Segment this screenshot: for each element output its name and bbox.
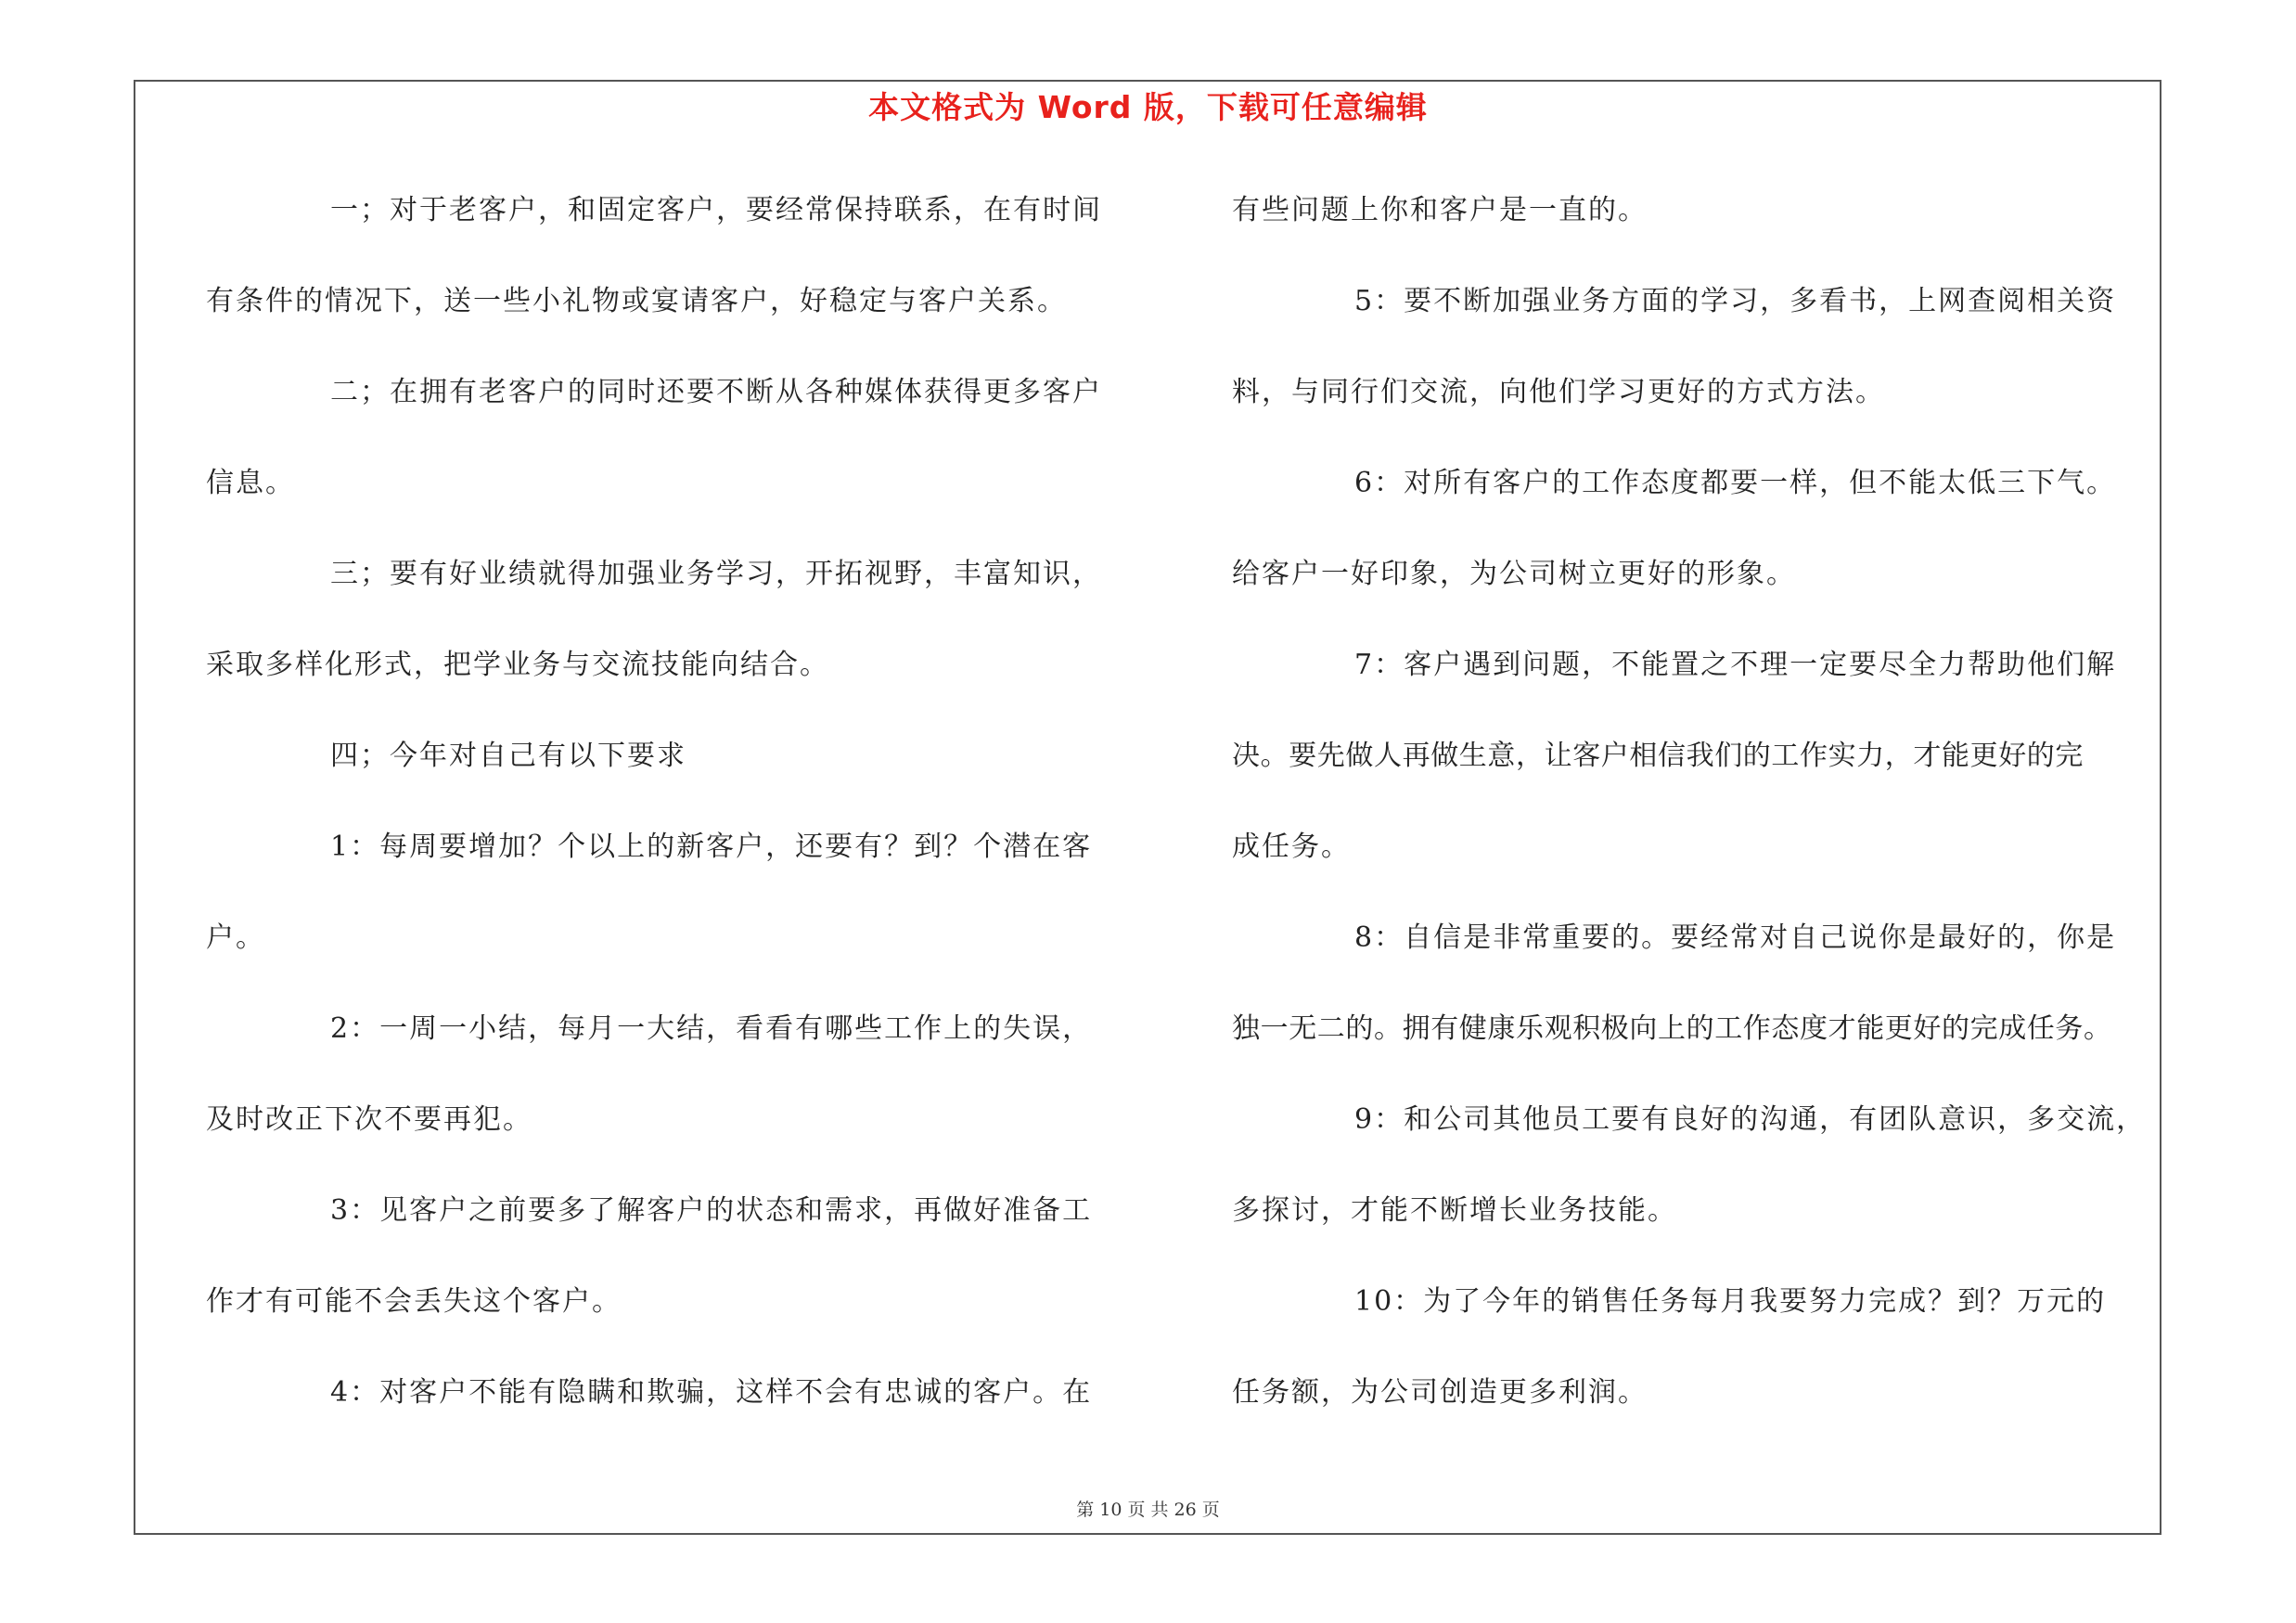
- text-line: 料，与同行们交流，向他们学习更好的方式方法。: [1232, 376, 1885, 408]
- page-number: 第 10 页 共 26 页: [1076, 1500, 1220, 1520]
- text-line: 给客户一好印象，为公司树立更好的形象。: [1232, 558, 1796, 590]
- text-line: 任务额，为公司创造更多利润。: [1232, 1376, 1648, 1409]
- text-line: 四；今年对自己有以下要求: [330, 740, 686, 772]
- text-line: 1：每周要增加？个以上的新客户，还要有？到？个潜在客: [330, 831, 1093, 863]
- text-line: 三；要有好业绩就得加强业务学习，开拓视野，丰富知识，: [330, 558, 1102, 590]
- text-line: 有些问题上你和客户是一直的。: [1232, 194, 1648, 226]
- text-line: 4：对客户不能有隐瞒和欺骗，这样不会有忠诚的客户。在: [330, 1376, 1093, 1409]
- text-line: 采取多样化形式，把学业务与交流技能向结合。: [206, 649, 829, 681]
- text-line: 独一无二的。拥有健康乐观积极向上的工作态度才能更好的完成任务。: [1232, 1012, 2112, 1045]
- text-line: 8：自信是非常重要的。要经常对自己说你是最好的，你是: [1354, 921, 2117, 954]
- text-line: 3：见客户之前要多了解客户的状态和需求，再做好准备工: [330, 1194, 1093, 1227]
- text-line: 及时改正下次不要再犯。: [206, 1103, 532, 1136]
- text-line: 2：一周一小结，每月一大结，看看有哪些工作上的失误，: [330, 1012, 1093, 1045]
- text-line: 户。: [206, 921, 265, 954]
- text-line: 成任务。: [1232, 831, 1351, 863]
- text-line: 二；在拥有老客户的同时还要不断从各种媒体获得更多客户: [330, 376, 1102, 408]
- text-line: 一；对于老客户，和固定客户，要经常保持联系，在有时间: [330, 194, 1102, 226]
- text-line: 信息。: [206, 467, 295, 499]
- text-line: 6：对所有客户的工作态度都要一样，但不能太低三下气。: [1354, 467, 2117, 499]
- text-line: 9：和公司其他员工要有良好的沟通，有团队意识，多交流，: [1354, 1103, 2147, 1136]
- text-line: 5：要不断加强业务方面的学习，多看书，上网查阅相关资: [1354, 285, 2117, 317]
- text-line: 有条件的情况下，送一些小礼物或宴请客户，好稳定与客户关系。: [206, 285, 1067, 317]
- text-line: 10：为了今年的销售任务每月我要努力完成？到？万元的: [1354, 1285, 2107, 1318]
- text-line: 多探讨，才能不断增长业务技能。: [1232, 1194, 1677, 1227]
- text-line: 决。要先做人再做生意，让客户相信我们的工作实力，才能更好的完: [1232, 740, 2084, 772]
- format-notice-banner: 本文格式为 Word 版，下载可任意编辑: [868, 89, 1428, 125]
- text-line: 作才有可能不会丢失这个客户。: [206, 1285, 622, 1318]
- text-line: 7：客户遇到问题，不能置之不理一定要尽全力帮助他们解: [1354, 649, 2117, 681]
